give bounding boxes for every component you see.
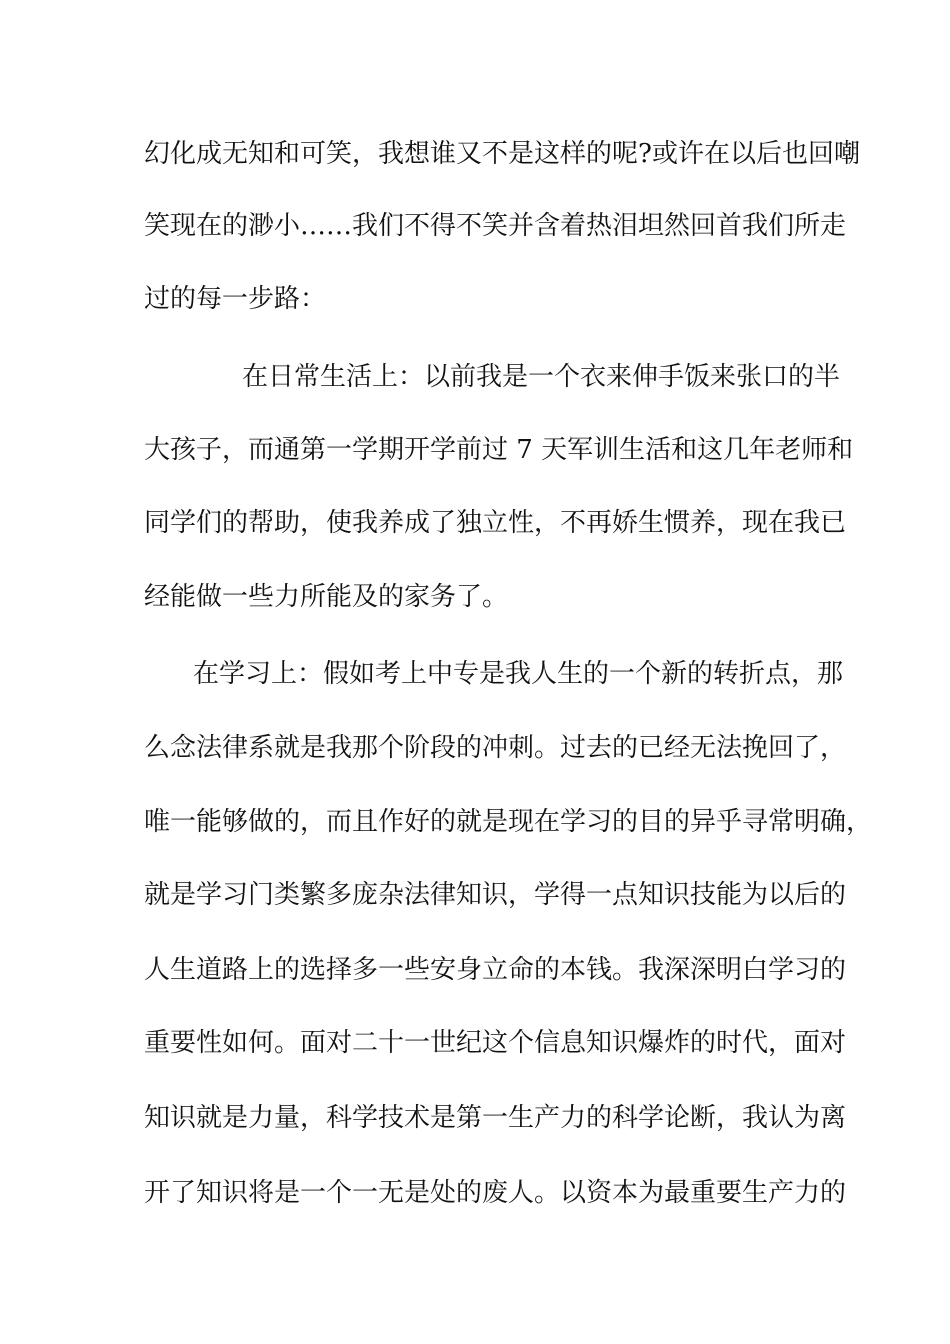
text-line: 笑现在的渺小……我们不得不笑并含着热泪坦然回首我们所走 — [144, 211, 847, 241]
text-line: 在日常生活上：以前我是一个衣来伸手饭来张口的半 — [242, 362, 841, 392]
text-line: 经能做一些力所能及的家务了。 — [144, 582, 509, 612]
text-line: 过的每一步路： — [144, 284, 327, 314]
text-line: 人生道路上的选择多一些安身立命的本钱。我深深明白学习的 — [144, 955, 847, 985]
text-line: 就是学习门类繁多庞杂法律知识，学得一点知识技能为以后的 — [144, 880, 847, 910]
text-line: 大孩子，而通第一学期开学前过 7 天军训生活和这几年老师和 — [144, 435, 854, 465]
text-line: 么念法律系就是我那个阶段的冲刺。过去的已经无法挽回了， — [144, 733, 847, 763]
text-line: 重要性如何。面对二十一世纪这个信息知识爆炸的时代，面对 — [144, 1028, 847, 1058]
text-line: 同学们的帮助，使我养成了独立性，不再娇生惯养，现在我已 — [144, 508, 847, 538]
text-line: 在学习上：假如考上中专是我人生的一个新的转折点，那 — [193, 659, 844, 689]
text-line: 幻化成无知和可笑，我想谁又不是这样的呢?或许在以后也回嘲 — [144, 139, 860, 169]
text-line: 知识就是力量，科学技术是第一生产力的科学论断，我认为离 — [144, 1103, 847, 1133]
text-line: 开了知识将是一个一无是处的废人。以资本为最重要生产力的 — [144, 1178, 847, 1208]
text-line: 唯一能够做的，而且作好的就是现在学习的目的异乎寻常明确， — [144, 807, 873, 837]
